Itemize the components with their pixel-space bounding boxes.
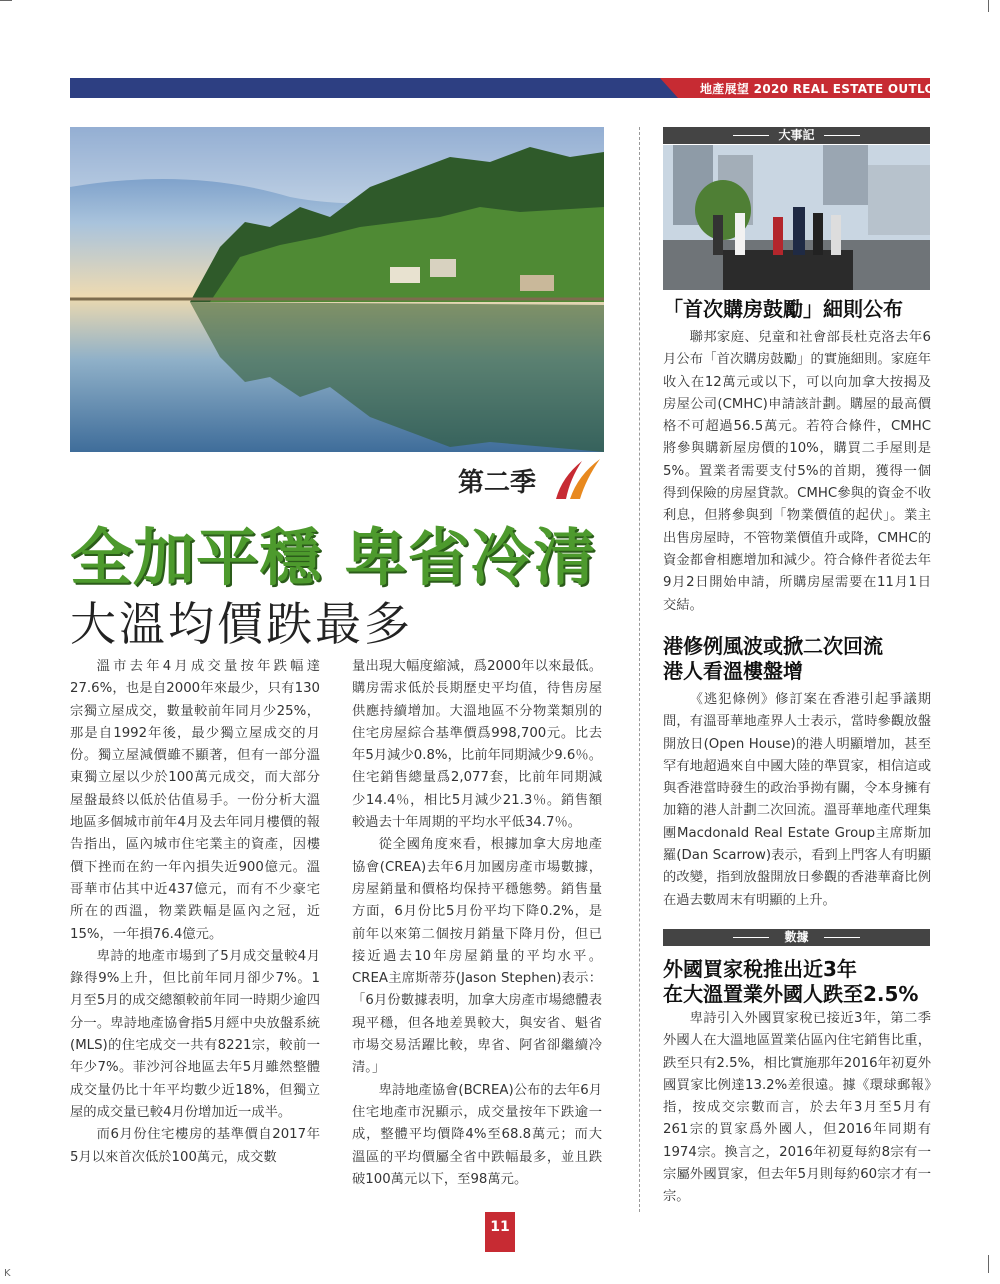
article-column-2 [352, 656, 602, 1191]
sidebar-headline-1: 「首次購房鼓勵」細則公布 [663, 297, 903, 321]
headline-line: 港修例風波或掀二次回流 [663, 634, 883, 658]
crop-mark [988, 1255, 989, 1273]
swoosh-icon [552, 455, 602, 501]
press-conference-photo [663, 145, 930, 290]
headline-line: 在大溫置業外國人跌至2.5% [663, 982, 919, 1006]
headline-line: 外國買家稅推出近3年 [663, 957, 857, 981]
sidebar-body-2 [663, 689, 931, 912]
article-title: 全加平穩 卑省冷清 [70, 521, 597, 594]
article-column-1 [70, 656, 320, 1169]
sidebar-body-1 [663, 327, 931, 617]
sidebar-tag-events: 大事記 [663, 127, 930, 144]
paragraph: 從全國角度來看，根據加拿大房地產協會(CREA)去年6月加國房產市場數據，房屋銷量和價格均保持平穩態勢。銷售量方面，6月份比5月份平均下降0.2%，是前年以來第二個按月銷量下降月份，但已接近過去10年房屋銷量的平均水平。CREA主席斯蒂芬(Jason Stephen)表示：「6月份數據表明，加拿大房產市場總體表現平穩，但各地差異較大，與安省、魁省市場交易活躍比較，卑省、阿省卻繼續冷清。」 [352, 837, 602, 1076]
sidebar-body-3 [663, 1008, 931, 1209]
section-label: 第二季 [458, 468, 537, 498]
crop-mark [0, 0, 12, 1]
paragraph: 卑詩地產協會(BCREA)公布的去年6月住宅地產市況顯示，成交量按年下跌逾一成，整體平均價降4%至68.8萬元；而大溫區的平均價屬全省中跌幅最多，並且跌破100萬元以下，至98萬元。 [352, 1082, 602, 1187]
header-label: 地產展望 2020 REAL ESTATE OUTLOOK [700, 82, 956, 96]
corner-mark: K [4, 1268, 11, 1279]
column-divider [639, 127, 640, 1212]
sidebar-headline-3 [663, 957, 933, 1007]
sidebar-headline-2 [663, 634, 933, 684]
headline-line: 港人看溫樓盤增 [663, 659, 803, 683]
paragraph: 量出現大幅度縮減，爲2000年以來最低。購房需求低於長期歷史平均值，待售房屋供應持續增加。大溫地區不分物業類別的住宅房屋綜合基準價爲998,700元。比去年5月減少0.8%，比前年同期減少9.6％。住宅銷售總量爲2,077套，比前年同期減少14.4％，相比5月減少21.3％。銷售額較過去十年周期的平均水平低34.7％。 [352, 659, 602, 831]
hero-lake-photo [70, 127, 604, 452]
header-band [70, 78, 678, 98]
paragraph: 《逃犯條例》修訂案在香港引起爭議期間，有溫哥華地產界人士表示，當時參觀放盤開放日(Open House)的港人明顯增加，甚至罕有地超過來自中國大陸的準買家，相信這或與香港當時發生的政治爭拗有關，令本身擁有加籍的港人計劃二次回流。溫哥華地產代理集團Macdonald Real Estate Group主席斯加羅(Dan Scarrow)表示，看到上門客人有明顯的改變，指到放盤開放日參觀的香港華裔比例在過去數周末有明顯的上升。 [663, 692, 931, 908]
page-number: 11 [485, 1212, 515, 1252]
crop-mark [988, 0, 989, 12]
paragraph: 聯邦家庭、兒童和社會部長杜克洛去年6月公布「首次購房鼓勵」的實施細則。家庭年收入在12萬元或以下，可以向加拿大按揭及房屋公司(CMHC)申請該計劃。購屋的最高價格不可超過56.5萬元。若符合條件，CMHC將參與購新屋房價的10%，購買二手屋則是5%。置業者需要支付5%的首期，獲得一個得到保險的房屋貸款。CMHC參與的資金不收利息，但將參與到「物業價值的起伏」。業主出售房屋時，不管物業價值升或降，CMHC的資金都會相應增加和減少。符合條件者從去年9月2日開始申請，所購房屋需要在11月1日交結。 [663, 330, 931, 613]
paragraph: 卑詩的地產市場到了5月成交量較4月錄得9%上升，但比前年同月卻少7%。1月至5月的成交總額較前年同一時期少逾四分一。卑詩地產協會指5月經中央放盤系統(MLS)的住宅成交一共有8221宗，較前一年少7%。菲沙河谷地區去年5月雖然整體成交量仍比十年平均數少近18%，但獨立屋的成交量已較4月份增加近一成半。 [70, 948, 320, 1120]
paragraph: 而6月份住宅樓房的基準價自2017年5月以來首次低於100萬元，成交數 [70, 1127, 320, 1165]
sidebar-tag-data: 數據 [663, 929, 930, 946]
paragraph: 溫市去年4月成交量按年跌幅達27.6%，也是自2000年來最少，只有130宗獨立屋成交，數量較前年同月少25%，那是自1992年後，最少獨立屋成交的月份。獨立屋減價雖不顯著，但有一部分溫東獨立屋以少於100萬元成交，而大部分屋盤最終以低於估值易手。一份分析大溫地區多個城市前年4月及去年同月樓價的報告指出，區內城市住宅業主的資產，因樓價下挫而在約一年內損失近900億元。溫哥華市佔其中近437億元，而有不少豪宅所在的西溫，物業跌幅是區內之冠，近15%，一年損76.4億元。 [70, 659, 320, 942]
paragraph: 卑詩引入外國買家稅已接近3年，第二季外國人在大溫地區置業佔區內住宅銷售比重，跌至只有2.5%，相比實施那年2016年初夏外國買家比例達13.2%差很遠。據《環球郵報》指，按成交宗數而言，於去年3月至5月有261宗的買家爲外國人，但2016年同期有1974宗。換言之，2016年初夏每約8宗有一宗屬外國買家，但去年5月則每約60宗才有一宗。 [663, 1011, 931, 1205]
article-subtitle: 大溫均價跌最多 [70, 597, 413, 651]
